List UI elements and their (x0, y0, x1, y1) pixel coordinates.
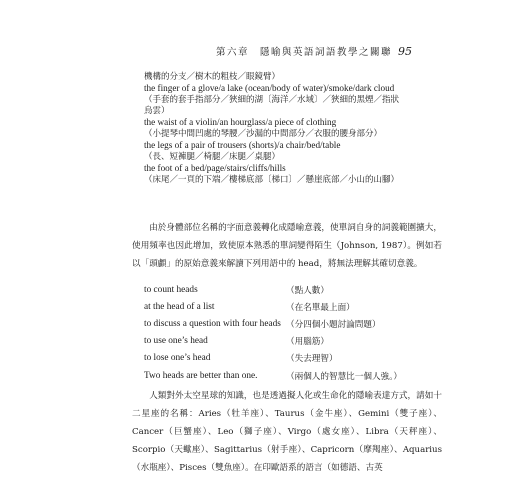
phrase-english: to count heads (144, 284, 198, 295)
phrase-row (144, 333, 444, 350)
paragraph-text: 由於身體部位名稱的字面意義轉化成隱喻意義，使單詞自身的詞義範圍擴大，使用頻率也因此增加，致使原本熟悉的單詞變得陌生（Johnson, 1987）。例如若以「頭顱」的原始意義來解讀下列用語中的 head，將無法理解其確切意義。 (132, 223, 442, 269)
phrase-row (144, 367, 444, 384)
phrase-row (144, 281, 444, 298)
paragraph-body-1 (132, 219, 442, 273)
example-chinese: （床尾／一頁的下端／樓梯底部〔梯口〕／懸崖底部／小山的山腳） (144, 175, 400, 186)
phrase-chinese: （用腦筋） (286, 337, 329, 348)
phrase-english: Two heads are better than one. (144, 370, 258, 381)
page-number: 95 (398, 45, 412, 58)
phrase-chinese: （分四個小題討論問題） (286, 319, 381, 330)
phrase-chinese: （在名單最上面） (286, 302, 355, 313)
example-english: the foot of a bed/page/stairs/cliffs/hills (144, 163, 286, 174)
phrase-english: to lose one’s head (144, 353, 211, 364)
phrase-english: to use one’s head (144, 336, 208, 347)
phrase-row (144, 315, 444, 332)
phrase-chinese: （點人數） (286, 285, 329, 296)
example-english: the finger of a glove/a lake (ocean/body of water)/smoke/dark cloud (144, 83, 395, 94)
example-chinese: （小提琴中間凹處的琴腰／沙漏的中間部分／衣服的腰身部分） (144, 129, 383, 140)
example-chinese: 烏雲） (144, 106, 170, 117)
example-chinese: 機構的分支／樹木的粗枝／眼鏡臂） (144, 72, 281, 82)
example-english: the legs of a pair of trousers (shorts)/a chair/bed/table (144, 140, 341, 151)
paragraph-body-2 (132, 387, 442, 477)
phrase-chinese: （失去理智） (286, 354, 338, 365)
phrase-row (144, 350, 444, 367)
running-header (216, 44, 412, 58)
example-english: the waist of a violin/an hourglass/a piece of clothing (144, 117, 337, 128)
phrase-table (144, 281, 444, 384)
examples-list (144, 72, 434, 186)
example-chinese: （長、短褲腿／椅腿／床腿／桌腿） (144, 152, 281, 163)
phrase-row (144, 298, 444, 315)
phrase-chinese: （兩個人的智慧比一個人強。） (286, 371, 403, 382)
phrase-english: at the head of a list (144, 301, 215, 312)
chapter-title: 第六章 隱喻與英語詞語教學之關聯 (215, 47, 392, 58)
phrase-english: to discuss a question with four heads (144, 318, 281, 329)
example-chinese: （手套的套手指部分／狹細的湖〔海洋／水域〕／狹細的黑煙／指狀 (144, 95, 400, 105)
paragraph-text: 人類對外太空星球的知識，也是透過擬人化或生命化的隱喻表達方式，請如十二星座的名稱：Aries（牡羊座）、Taurus（金牛座）、Gemini（雙子座）、Cancer（巨蟹座）、Leo（獅子座）、Virgo（處女座）、Libra（天秤座）、Scorpio（天蠍座）、Sagittarius（射手座）、Capricorn（摩羯座）、Aquarius（水瓶座）、Pisces（雙魚座）。在印歐語系的語言（如德語、古英 (132, 391, 442, 473)
